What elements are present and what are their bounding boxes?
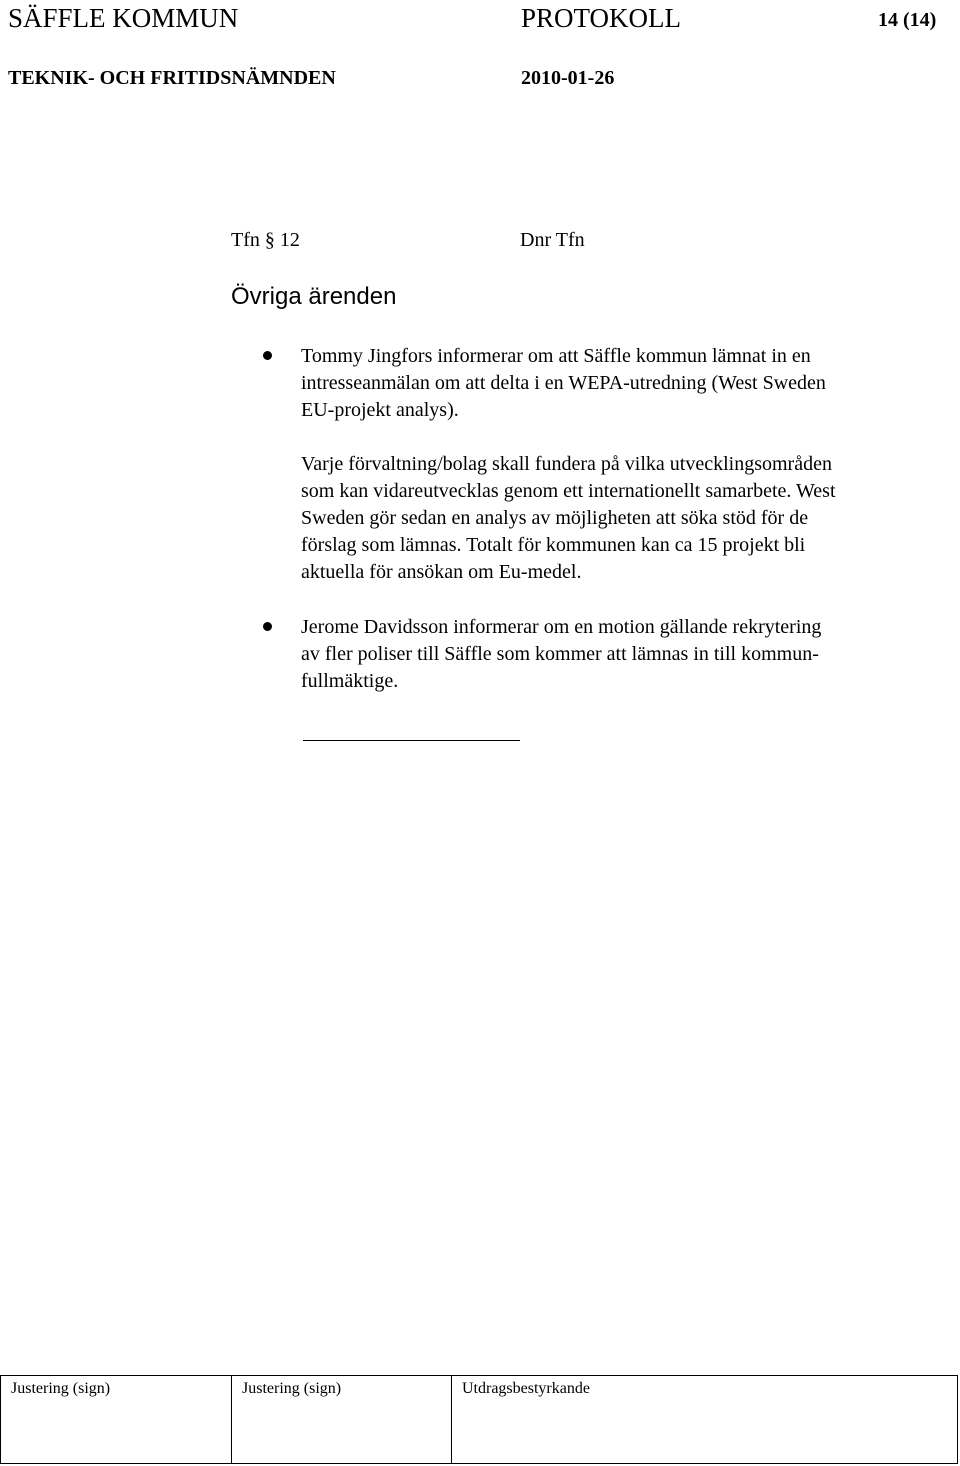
text-line: som kan vidareutvecklas genom ett internationellt samarbete. West xyxy=(301,480,836,502)
list-item xyxy=(301,614,941,695)
signature-cell xyxy=(1,1376,232,1463)
meeting-date: 2010-01-26 xyxy=(521,67,615,89)
signature-cell xyxy=(232,1376,452,1463)
signature-table xyxy=(0,1375,958,1464)
list-item-continuation xyxy=(301,451,941,586)
certification-label: Utdragsbestyrkande xyxy=(462,1380,590,1397)
org-name: SÄFFLE KOMMUN xyxy=(8,3,239,33)
dnr-reference: Dnr Tfn xyxy=(520,229,585,251)
bullet-icon xyxy=(263,622,272,631)
signature-line xyxy=(303,740,520,741)
text-line: Tommy Jingfors informerar om att Säffle kommun lämnat in en xyxy=(301,345,811,367)
signature-label: Justering (sign) xyxy=(11,1380,111,1397)
signature-label: Justering (sign) xyxy=(242,1380,342,1397)
page-number: 14 (14) xyxy=(878,9,937,31)
text-line: fullmäktige. xyxy=(301,670,399,692)
committee-name: TEKNIK- OCH FRITIDSNÄMNDEN xyxy=(8,67,336,89)
text-line: Jerome Davidsson informerar om en motion gällande rekrytering xyxy=(301,616,822,638)
text-line: intresseanmälan om att delta i en WEPA-utredning (West Sweden xyxy=(301,372,826,394)
list-item xyxy=(301,343,941,424)
text-line: av fler poliser till Säffle som kommer att lämnas in till kommun- xyxy=(301,643,819,665)
section-title: Övriga ärenden xyxy=(231,283,397,310)
text-line: EU-projekt analys). xyxy=(301,399,459,421)
document-type: PROTOKOLL xyxy=(521,3,682,33)
paragraph-reference: Tfn § 12 xyxy=(231,229,300,251)
certification-cell xyxy=(452,1376,957,1463)
text-line: förslag som lämnas. Totalt för kommunen kan ca 15 projekt bli xyxy=(301,534,806,556)
bullet-icon xyxy=(263,351,272,360)
text-line: Sweden gör sedan en analys av möjligheten att söka stöd för de xyxy=(301,507,809,529)
text-line: aktuella för ansökan om Eu-medel. xyxy=(301,561,582,583)
text-line: Varje förvaltning/bolag skall fundera på vilka utvecklingsområden xyxy=(301,453,832,475)
